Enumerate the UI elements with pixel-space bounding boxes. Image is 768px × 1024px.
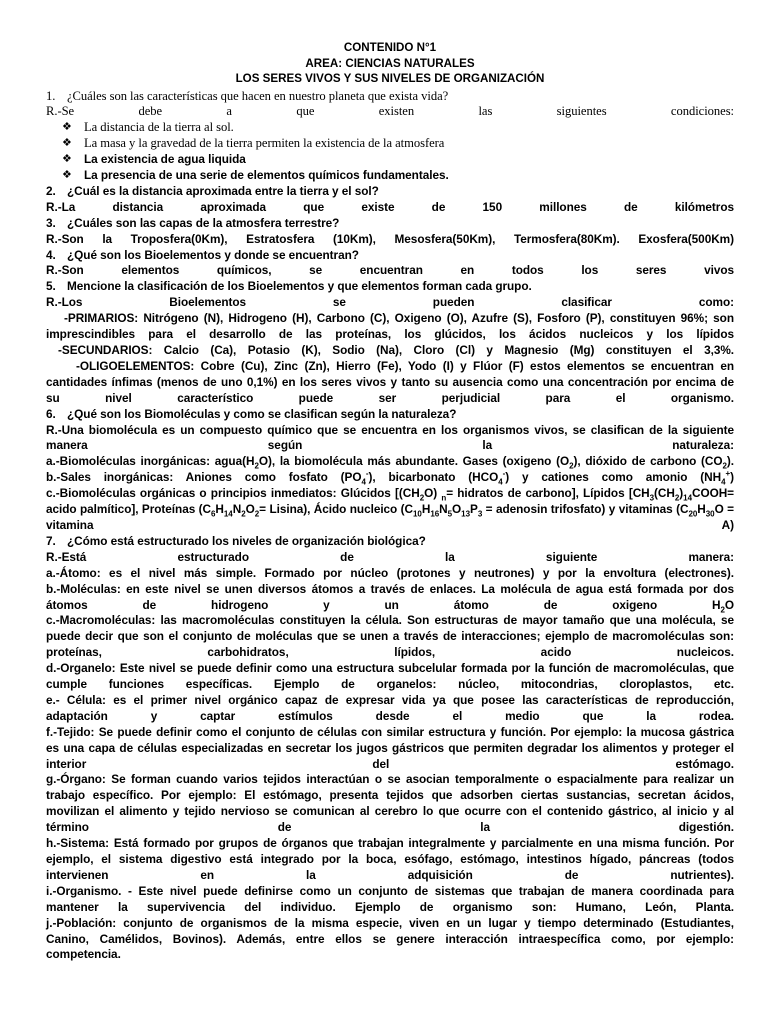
question-number: 7.	[46, 533, 56, 548]
title-line-3: LOS SERES VIVOS Y SUS NIVELES DE ORGANIZACIÓN	[235, 72, 545, 85]
answer-text: manera según la naturaleza:	[46, 438, 734, 453]
level-molecule: b.-Moléculas: en este nivel se unen diversos átomos a través de enlaces. La molécula de agua está formada por dos	[46, 581, 734, 596]
organic-biomolecules-line: vitamina A)	[46, 517, 734, 532]
level-tissue: interior del estómago.	[46, 756, 734, 771]
question-text: ¿Qué son los Bioelementos y donde se encuentran?	[67, 247, 359, 262]
primarios-line: imprescindibles para el desarrollo de las proteínas, los glúcidos, los ácidos nucleicos y los lípidos	[46, 327, 734, 342]
answer-text: R.-Una biomolécula es un compuesto químico que se encuentra en los organismos vivos, se clasifican de la siguiente	[46, 422, 734, 437]
level-tissue: es una capa de células especializadas en secretar los jugos gástricos que permiten degradar los alimentos y proteger el	[46, 740, 734, 755]
level-cell: e.- Célula: es el primer nivel orgánico capaz de expresar vida ya que posee las características de reproducción,	[46, 692, 734, 707]
question-1	[46, 89, 734, 105]
question-6	[46, 407, 734, 423]
diamond-bullet-icon: ❖	[62, 169, 72, 182]
level-organism: mantener la supervivencia del individuo. Ejemplo de organismo son: Humano, León, Planta.	[46, 899, 734, 914]
level-organism: i.-Organismo. - Este nivel puede definirse como un conjunto de sistemas que trabajan de manera coordinada para	[46, 883, 734, 898]
level-organelle: d.-Organelo: Este nivel se puede definir como una estructura subcelular formada por la función de macromoléculas, que	[46, 661, 734, 676]
inorganic-salts-line: b.-Sales inorgánicas: Aniones como fosfato $(PO_4^-)$, bicarbonato $(HCO_4^-)$ y cationes como amonio $(NH_4^+)$	[46, 469, 734, 487]
question-text: ¿Cuál es la distancia aproximada entre la tierra y el sol?	[67, 183, 379, 198]
level-tissue: f.-Tejido: Se puede definir como el conjunto de células con similar estructura y función. Por ejemplo: la mucosa gástrica	[46, 724, 734, 739]
document-title	[46, 40, 734, 87]
level-cell: adaptación y captar estímulos desde el medio que la rodea.	[46, 708, 734, 723]
question-text: ¿Qué son los Biomoléculas y como se clasifican según la naturaleza?	[67, 406, 457, 421]
diamond-bullet-icon: ❖	[62, 153, 72, 166]
list-item: ❖ La presencia de una serie de elementos químicos fundamentales.	[62, 168, 449, 183]
primarios-line: -PRIMARIOS: Nitrógeno (N), Hidrogeno (H), Carbono (C), Oxigeno (O), Azufre (S), Fosforo (P), constituyen 96%; son	[64, 311, 734, 326]
oligoelementos-line: -OLIGOELEMENTOS: Cobre (Cu), Zinc (Zn), Hierro (Fe), Yodo (I) y Flúor (F) estos elementos se encuentran en	[76, 358, 734, 373]
question-text: ¿Cuáles son las características que hacen en nuestro planeta que exista vida?	[67, 88, 449, 103]
answer-text: R.-Son elementos químicos, se encuentran en todos los seres vivos	[46, 263, 734, 278]
question-5	[46, 279, 734, 295]
answer-text: R.-La distancia aproximada que existe de 150 millones de kilómetros	[46, 199, 734, 214]
level-system: ejemplo, el sistema digestivo está integrado por la boca, esófago, estómago, intestinos hígado, páncreas (todos	[46, 852, 734, 866]
level-system: intervienen en la adquisición de nutrientes).	[46, 867, 734, 882]
answer-intro: R.-Está estructurado de la siguiente manera:	[46, 549, 734, 564]
question-3	[46, 216, 734, 232]
question-7	[46, 534, 734, 550]
level-macromolecule: c.-Macromoléculas: las macromoléculas constituyen la célula. Son estructuras de mayor tamaño que una molécula, se	[46, 613, 734, 628]
question-number: 3.	[46, 215, 56, 230]
question-number: 4.	[46, 247, 56, 262]
level-population: competencia.	[46, 947, 121, 962]
secundarios-line: -SECUNDARIOS: Calcio (Ca), Potasio (K), Sodio (Na), Cloro (Cl) y Magnesio (Mg) constituyen el 3,3%.	[58, 343, 734, 357]
answer-text: R.-Son la Troposfera(0Km), Estratosfera (10Km), Mesosfera(50Km), Termosfera(80Km). Exosfera(500Km)	[46, 231, 734, 246]
level-macromolecule: puede decir que son el conjunto de moléculas que se unen a través de interacciones; ejemplo de macromoléculas son:	[46, 629, 734, 644]
level-atom: a.-Átomo: es el nivel más simple. Formado por núcleo (protones y neutrones) y por la envoltura (electrones).	[46, 565, 734, 580]
question-number: 5.	[46, 279, 56, 294]
level-population: Canino, Camélidos, Bovinos). Además, entre ellos se genere interacción intraespecífica como, por ejemplo:	[46, 931, 734, 946]
level-system: h.-Sistema: Está formado por grupos de órganos que trabajan integralmente y parcialmente en una misma función. Por	[46, 836, 734, 851]
level-organ: trabajo específico. Por ejemplo: El estómago, presenta tejidos que adsorben ciertas sustancias, secretan ácidos,	[46, 788, 734, 803]
title-line-1: CONTENIDO N°1	[343, 41, 437, 54]
organic-biomolecules-line: acido palmítico], Proteínas $(C_6H_{14}N_2O_2= Lisina)$, Ácido nucleico ($C_{10}H_{16}N_5O_{13}P_3$ = adenosin trifosfato) y vitaminas ($C_{20}H_{30}O$ =	[46, 502, 735, 519]
level-organelle: cumple funciones específicas. Ejemplo de organelos: núcleo, mitocondrias, cloroplastos, etc.	[46, 677, 734, 692]
level-organ: movilizan el alimento y tejido nervioso se comunican al cerebro lo que ocurre con el contenido gástrico, al inicio y al	[46, 804, 734, 819]
question-text: Mencione la clasificación de los Bioelementos y que elementos forman cada grupo.	[67, 279, 532, 294]
list-item: ❖ La distancia de la tierra al sol.	[62, 120, 234, 135]
question-2	[46, 184, 734, 200]
question-number: 1.	[46, 88, 56, 103]
level-macromolecule: proteínas, carbohidratos, lípidos, acido nucleicos.	[46, 645, 734, 660]
diamond-bullet-icon: ❖	[62, 121, 72, 134]
oligoelementos-line: su nivel característico puede ser perjudicial para el organismo.	[46, 390, 734, 405]
diamond-bullet-icon: ❖	[62, 137, 72, 150]
document-body	[46, 89, 734, 964]
answer-intro: R.-Se debe a que existen las siguientes condiciones:	[46, 104, 734, 119]
answer-intro: R.-Los Bioelementos se pueden clasificar como:	[46, 295, 734, 310]
question-text: ¿Cómo está estructurado los niveles de organización biológica?	[67, 533, 426, 548]
question-4	[46, 248, 734, 264]
organic-biomolecules-line: c.-Biomoléculas orgánicas o principios inmediatos: Glúcidos [$(CH_2O)$ $_n$= hidratos de carbono], Lípidos [$CH_3(CH_2)_{14}COOH=$	[46, 486, 735, 503]
level-population: j.-Población: conjunto de organismos de la misma especie, viven en un lugar y tiempo determinado (Estudiantes,	[46, 915, 734, 930]
title-line-2: AREA: CIENCIAS NATURALES	[305, 56, 475, 70]
level-molecule: átomos de hidrogeno y un átomo de oxigeno $H_2O$	[46, 597, 734, 614]
oligoelementos-line: cantidades ínfimas (menos de uno 0,1%) en los seres vivos y tanto su ausencia como una concentración por encima de	[46, 374, 734, 389]
question-text: ¿Cuáles son las capas de la atmosfera terrestre?	[67, 215, 340, 230]
level-organ: término de la digestión.	[46, 820, 734, 835]
level-organ: g.-Órgano: Se forman cuando varios tejidos interactúan o se asocian temporalmente o espacialmente para realizar un	[46, 772, 734, 787]
question-number: 2.	[46, 183, 56, 198]
inorganic-biomolecules-line: a.-Biomoléculas inorgánicas: $agua(H_2O)$, la biomolécula más abundante. Gases (oxigeno $(O_2)$, dióxido de carbono $(CO_2)$.	[46, 454, 735, 471]
question-number: 6.	[46, 406, 56, 421]
list-item: ❖ La masa y la gravedad de la tierra permiten la existencia de la atmosfera	[62, 136, 445, 151]
list-item: ❖ La existencia de agua liquida	[62, 152, 246, 167]
